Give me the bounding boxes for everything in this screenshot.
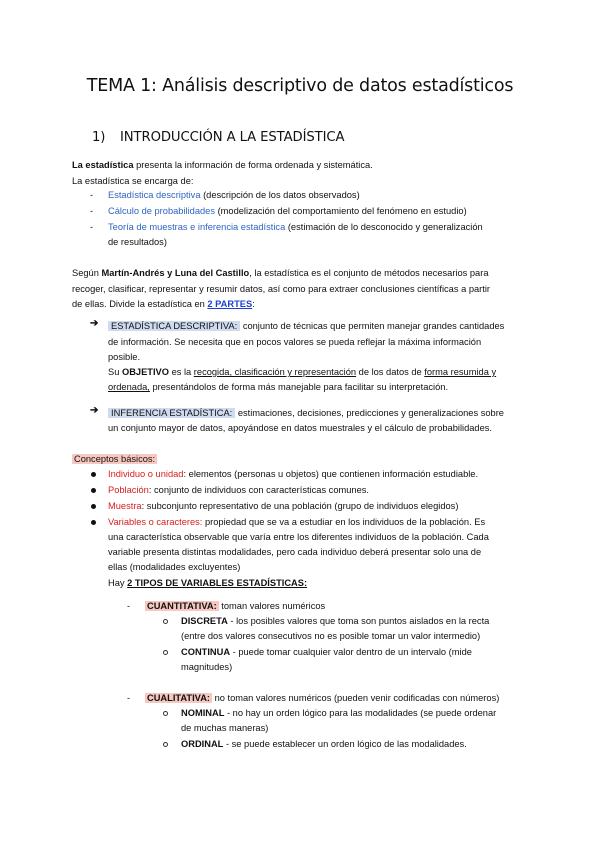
concept-item: Individuo o unidad: elementos (personas u objetos) que contienen información estudiable. (108, 469, 479, 479)
discreta-line-2: (entre dos valores consecutivos no es posible tomar un valor intermedio) (181, 631, 481, 641)
variables-line: ellas (modalidades excluyentes) (108, 562, 241, 572)
paragraph-line: de ellas. Divide la estadística en 2 PARTES: (72, 299, 255, 309)
circle-bullet-icon (163, 619, 168, 624)
paragraph-line: recoger, clasificar, representar y resumir datos, así como para extraer conclusiones científicas a partir (72, 284, 491, 294)
concept-item: Población: conjunto de individuos con características comunes. (108, 485, 369, 495)
intro-line-2: La estadística se encarga de: (72, 176, 194, 186)
cualitativa-line: CUALITATIVA: no toman valores numéricos (pueden venir codificadas con números) (147, 693, 500, 703)
descriptiva-objetivo: Su OBJETIVO es la recogida, clasificación y representación de los datos de forma resumida y (108, 367, 497, 377)
intro-line-1: La estadística presenta la información de forma ordenada y sistemática. (72, 160, 373, 170)
inferencia-line-1: INFERENCIA ESTADÍSTICA: estimaciones, decisiones, predicciones y generalizaciones sobre (108, 406, 504, 421)
inferencia-line-2: un conjunto mayor de datos, apoyándose en datos muestrales y el cálculo de probabilidades. (108, 423, 493, 433)
section-number: 1) (92, 130, 106, 145)
circle-bullet-icon (163, 650, 168, 655)
bullet-icon (91, 504, 96, 509)
bullet-icon (91, 488, 96, 493)
section-heading (92, 130, 344, 145)
circle-bullet-icon (163, 711, 168, 716)
tipos-line: Hay 2 TIPOS DE VARIABLES ESTADÍSTICAS: (108, 578, 308, 588)
continua-line-2: magnitudes) (181, 662, 233, 672)
bullet-icon (91, 520, 96, 525)
continua-line-1: CONTINUA - puede tomar cualquier valor dentro de un intervalo (mide (181, 647, 472, 657)
descriptiva-objetivo-cont: ordenada, presentándolos de forma más manejable para facilitar su interpretación. (108, 382, 449, 392)
arrow-right-icon: ➔ (90, 405, 99, 416)
nominal-line-1: NOMINAL - no hay un orden lógico para las modalidades (se puede ordenar (181, 708, 497, 718)
ordinal-line: ORDINAL - se puede establecer un orden lógico de las modalidades. (181, 739, 467, 749)
variables-line: variable presenta distintas modalidades, pero cada individuo deberá presentar solo una de (108, 547, 482, 557)
list-dash: - (90, 222, 94, 232)
section-title: INTRODUCCIÓN A LA ESTADÍSTICA (120, 130, 345, 145)
descriptiva-line-3: posible. (108, 352, 141, 362)
list-item: Estadística descriptiva (descripción de los datos observados) (108, 190, 360, 200)
conceptos-heading: Conceptos básicos: (74, 454, 156, 464)
list-dash: - (127, 601, 131, 611)
variables-line: una característica observable que varía entre los diferentes individuos de la población. Cada (108, 532, 489, 542)
descriptiva-line-1: ESTADÍSTICA DESCRIPTIVA: conjunto de técnicas que permiten manejar grandes cantidades (108, 319, 504, 334)
arrow-right-icon: ➔ (90, 318, 99, 329)
concept-item: Muestra: subconjunto representativo de una población (grupo de individuos elegidos) (108, 501, 459, 511)
concept-item: Variables o caracteres: propiedad que se va a estudiar en los individuos de la población. Es (108, 517, 486, 527)
list-dash: - (90, 206, 94, 216)
circle-bullet-icon (163, 742, 168, 747)
list-item-continuation: de resultados) (108, 237, 167, 247)
discreta-line-1: DISCRETA - los posibles valores que toma son puntos aislados en la recta (181, 616, 490, 626)
paragraph-line: Según Martín-Andrés y Luna del Castillo, la estadística es el conjunto de métodos necesarios para (72, 268, 489, 278)
list-dash: - (90, 190, 94, 200)
list-dash: - (127, 693, 131, 703)
descriptiva-line-2: de información. Se necesita que en pocos valores se pueda reflejar la máxima información (108, 337, 482, 347)
page-title: TEMA 1: Análisis descriptivo de datos estadísticos (86, 76, 514, 96)
cuantitativa-line: CUANTITATIVA: toman valores numéricos (147, 601, 326, 611)
nominal-line-2: de muchas maneras) (181, 723, 269, 733)
list-item: Cálculo de probabilidades (modelización del comportamiento del fenómeno en estudio) (108, 206, 467, 216)
bullet-icon (91, 472, 96, 477)
list-item: Teoría de muestras e inferencia estadística (estimación de lo desconocido y generalización (108, 222, 483, 232)
